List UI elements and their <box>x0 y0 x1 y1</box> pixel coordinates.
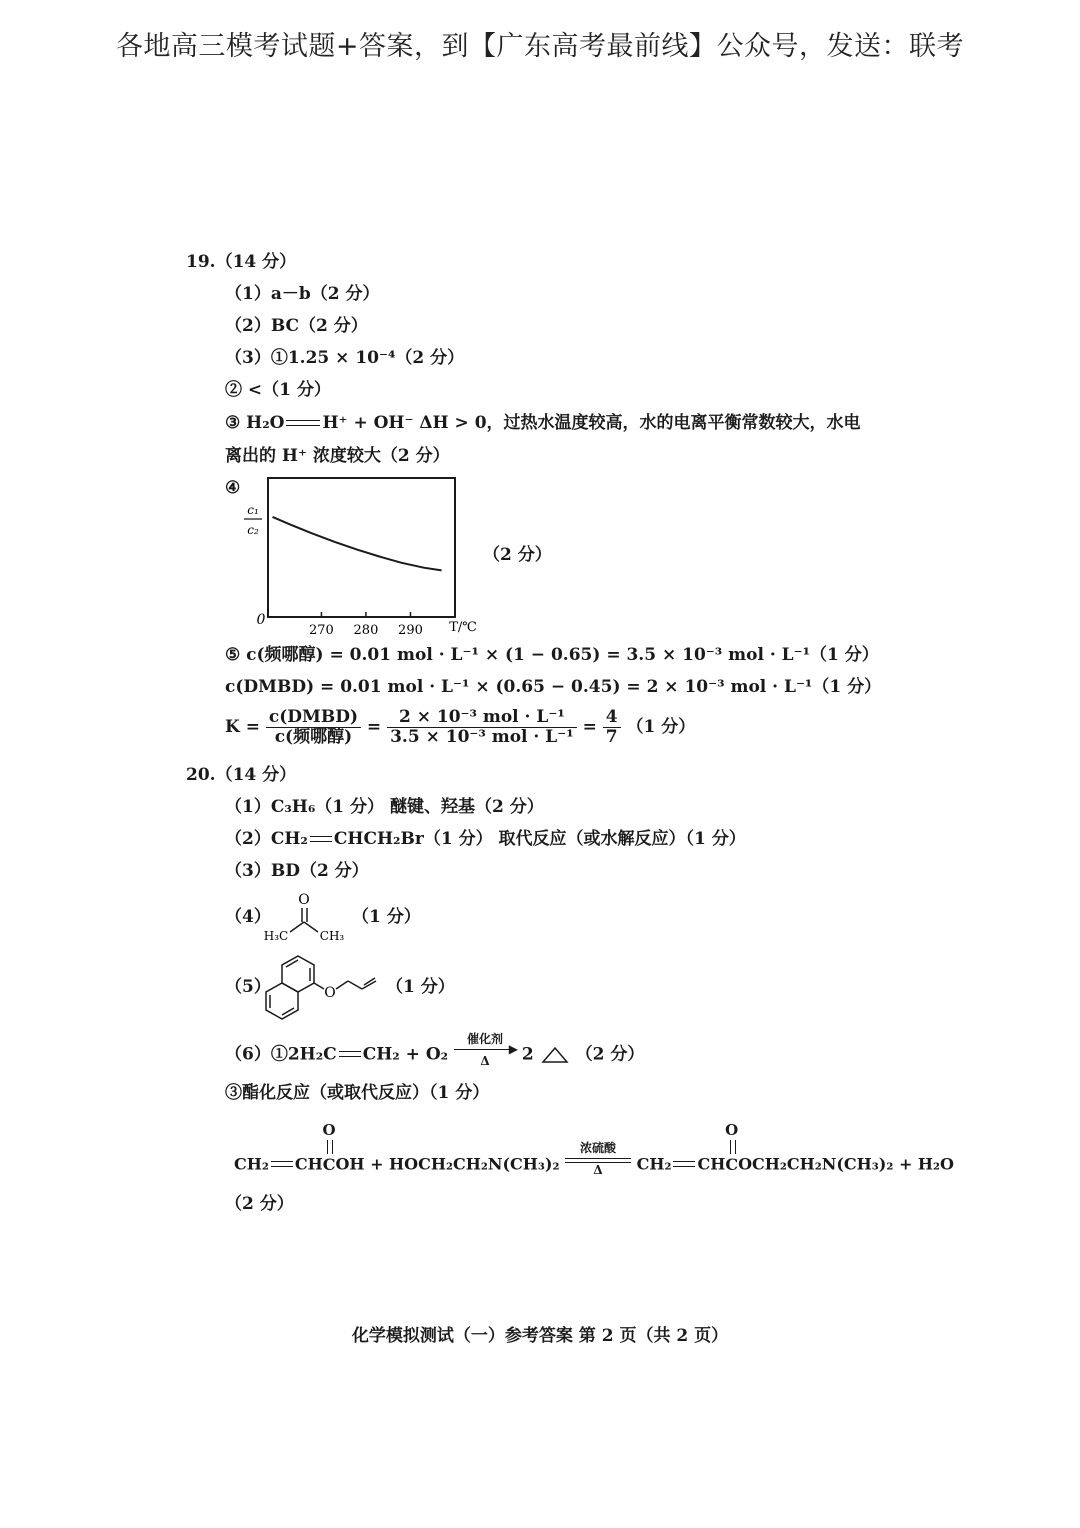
eq-product-ch2: CH₂ <box>636 1154 672 1174</box>
k-fraction-3 <box>603 709 621 746</box>
ratio-temperature-chart <box>235 472 495 642</box>
carbonyl-carbon: C <box>322 1154 336 1174</box>
q20-part4-label: （4） <box>225 907 271 927</box>
allyl-bond-1 <box>336 981 348 989</box>
epoxide-ring <box>543 1048 567 1062</box>
catalyst-label: 催化剂 <box>466 1032 503 1046</box>
k-num-3: 4 <box>603 709 621 728</box>
q20-part5-label: （5） <box>225 977 271 997</box>
chart-ylabel-numerator: c₁ <box>247 503 259 517</box>
carbonyl-oxygen: O <box>725 1120 739 1139</box>
chart-origin-label: 0 <box>256 612 266 628</box>
q20-part1: （1）C₃H₆（1 分） 醚键、羟基（2 分） <box>225 797 544 817</box>
carbonyl-bond-icon <box>327 1140 333 1154</box>
q20-part6-score: （2 分） <box>575 1044 645 1065</box>
arrow-head-icon: ▶ <box>508 1042 518 1056</box>
ethylene-oxide-icon <box>540 1044 570 1066</box>
ionization-rhs: H⁺ + OH⁻ ΔH > 0，过热水温度较高，水的电离平衡常数较大，水电 <box>322 413 861 433</box>
q20-part5-score: （1 分） <box>386 977 455 997</box>
acid-label: 浓硫酸 <box>580 1141 617 1155</box>
q20-part6-mid: CH₂ + O₂ <box>362 1044 449 1065</box>
q20-part6-label: （6）①2H₂C <box>225 1044 337 1065</box>
ether-oxygen: O <box>324 985 336 1001</box>
equilibrium-constant <box>225 709 695 746</box>
naphthalene-ring-top <box>282 956 314 992</box>
q19-part1: （1）a－b（2 分） <box>225 284 380 304</box>
q20-part6 <box>225 1032 645 1068</box>
chart-xlabel: T/℃ <box>449 620 477 635</box>
equilibrium-arrow-icon <box>286 419 320 429</box>
q19-part3-5: ⑤ c(频哪醇) = 0.01 mol · L⁻¹ × (1 − 0.65) = 3.5 × 10⁻³ mol · L⁻¹（1 分） <box>225 645 879 665</box>
eq-reactant-ch: CH <box>294 1154 323 1174</box>
chart-x-tick-label: 270 <box>309 623 334 638</box>
k-den-1: c(频哪醇) <box>274 727 353 747</box>
acetone-left-methyl: H₃C <box>263 929 289 942</box>
eq-reactant-rest: OH + HOCH₂CH₂N(CH₃)₂ <box>335 1154 560 1174</box>
q20-header: 20.（14 分） <box>186 765 297 785</box>
k-fraction-2 <box>387 709 577 746</box>
heat-label: Δ <box>593 1163 603 1177</box>
carbonyl-oxygen: O <box>322 1120 336 1139</box>
promo-banner: 各地高三模考试题+答案，到【广东高考最前线】公众号，发送：联考 <box>115 31 965 62</box>
carbonyl-carbon: C <box>725 1154 739 1174</box>
acetone-right-methyl: CH₃ <box>319 929 345 942</box>
naphthyl-allyl-ether-structure <box>262 950 392 1022</box>
q19-part3-3a <box>225 415 861 432</box>
q20-part6-coef: 2 <box>521 1044 534 1065</box>
q20-part2-b: CHCH₂Br（1 分） 取代反应（或水解反应）（1 分） <box>333 829 746 849</box>
k-eq-1: = <box>366 717 382 737</box>
q19-part3-5b: c(DMBD) = 0.01 mol · L⁻¹ × (0.65 − 0.45) = 2 × 10⁻³ mol · L⁻¹（1 分） <box>225 677 882 697</box>
q20-part4-score: （1 分） <box>352 907 421 927</box>
k-fraction-1 <box>266 709 361 746</box>
k-num-1: c(DMBD) <box>266 709 361 728</box>
page-footer: 化学模拟测试（一）参考答案 第 2 页（共 2 页） <box>351 1326 729 1346</box>
q20-part2 <box>225 831 746 848</box>
acetone-right-bond <box>304 922 318 932</box>
q20-part2-a: （2）CH₂ <box>225 829 308 849</box>
chart-ylabel-denominator: c₂ <box>247 523 259 537</box>
naphthalene-ring-bottom <box>266 983 298 1019</box>
aryl-oxygen-bond <box>314 983 324 989</box>
eq-product-ch: CH <box>697 1154 726 1174</box>
allyl-bond-2 <box>348 981 362 989</box>
graph-score: （2 分） <box>483 545 552 565</box>
sulfuric-acid-arrow-icon <box>565 1142 631 1176</box>
chart-series-line <box>273 517 442 571</box>
double-bond-icon <box>271 1160 293 1170</box>
eq-reactant-carbonyl <box>322 1120 336 1174</box>
double-bond-icon <box>673 1160 695 1170</box>
k-den-3: 7 <box>605 727 618 747</box>
q20-part3: （3）BD（2 分） <box>225 861 369 881</box>
equation-score: （2 分） <box>225 1194 294 1214</box>
arrow-shaft <box>454 1049 516 1050</box>
k-score: （1 分） <box>626 717 696 737</box>
k-lhs: K = <box>225 717 260 737</box>
eq-product-carbonyl <box>725 1120 739 1174</box>
q19-part3: （3）①1.25 × 10⁻⁴（2 分） <box>225 348 465 368</box>
q19-part3-3b: 离出的 H⁺ 浓度较大（2 分） <box>225 446 450 466</box>
heat-label: Δ <box>480 1054 490 1068</box>
arrow-shaft-top <box>565 1158 631 1159</box>
k-num-2: 2 × 10⁻³ mol · L⁻¹ <box>387 709 577 728</box>
catalyst-arrow-icon <box>454 1033 516 1067</box>
q19-part3-4: ④ <box>225 478 241 498</box>
q19-header: 19.（14 分） <box>186 252 297 272</box>
chart-frame <box>268 478 455 617</box>
ionization-lhs: ③ H₂O <box>225 413 285 433</box>
chart-ylabel <box>244 503 262 537</box>
chart-x-tick-label: 280 <box>353 623 379 638</box>
q19-part2: （2）BC（2 分） <box>225 316 368 336</box>
carbonyl-bond-icon <box>730 1140 736 1154</box>
k-den-2: 3.5 × 10⁻³ mol · L⁻¹ <box>390 727 574 747</box>
acetone-structure <box>262 890 352 942</box>
esterification-equation <box>234 1120 954 1177</box>
double-bond-icon <box>310 835 332 845</box>
acetone-oxygen: O <box>298 892 310 908</box>
acetone-left-bond <box>290 922 304 932</box>
eq-product-rest: OCH₂CH₂N(CH₃)₂ + H₂O <box>738 1154 954 1174</box>
double-bond-icon <box>339 1050 361 1060</box>
q19-part3-2: ② <（1 分） <box>225 380 331 400</box>
eq-reactant-ch2: CH₂ <box>234 1154 269 1174</box>
chart-x-tick-label: 290 <box>398 623 423 638</box>
k-eq-2: = <box>582 717 597 737</box>
q20-part6-3: ③酯化反应（或取代反应）（1 分） <box>225 1083 490 1103</box>
